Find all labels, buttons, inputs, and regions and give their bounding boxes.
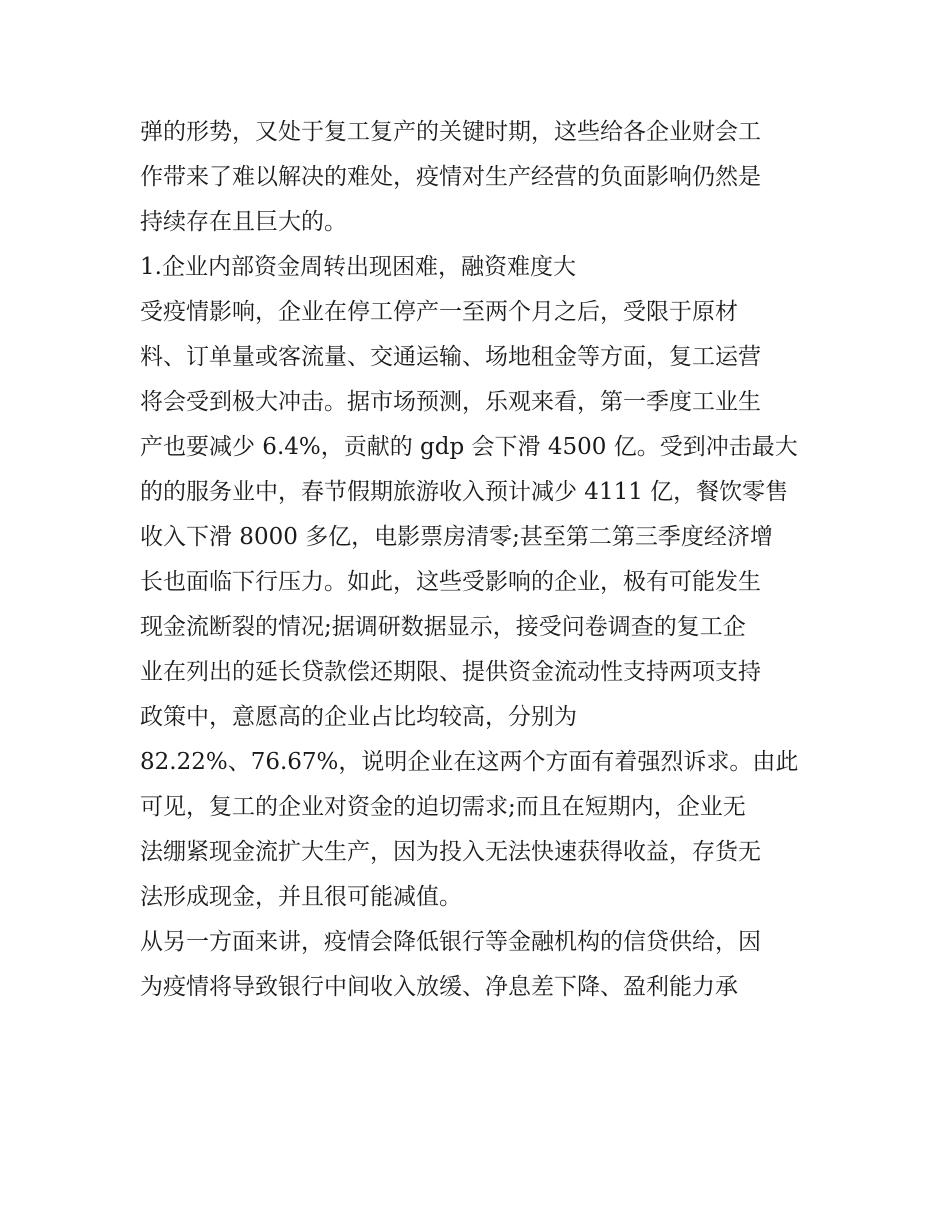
text-line: 法绷紧现金流扩大生产，因为投入无法快速获得收益，存货无 bbox=[140, 839, 761, 865]
text-line: 82.22%、76.67%，说明企业在这两个方面有着强烈诉求。由此 bbox=[140, 749, 799, 775]
text-line: 业在列出的延长贷款偿还期限、提供资金流动性支持两项支持 bbox=[140, 659, 761, 685]
text-line: 从另一方面来讲，疫情会降低银行等金融机构的信贷供给，因 bbox=[140, 929, 761, 955]
text-line: 收入下滑 8000 多亿，电影票房清零;甚至第二第三季度经济增 bbox=[140, 524, 773, 550]
document-body bbox=[140, 110, 820, 1010]
section-heading: 1.企业内部资金周转出现困难，融资难度大 bbox=[140, 254, 576, 280]
text-line: 法形成现金，并且很可能减值。 bbox=[140, 884, 462, 910]
text-line: 料、订单量或客流量、交通运输、场地租金等方面，复工运营 bbox=[140, 344, 761, 370]
text-line: 弹的形势，又处于复工复产的关键时期，这些给各企业财会工 bbox=[140, 119, 761, 145]
text-line: 可见，复工的企业对资金的迫切需求;而且在短期内，企业无 bbox=[140, 794, 746, 820]
text-line: 产也要减少 6.4%，贡献的 gdp 会下滑 4500 亿。受到冲击最大 bbox=[140, 434, 798, 460]
text-line: 受疫情影响，企业在停工停产一至两个月之后，受限于原材 bbox=[140, 299, 738, 325]
text-line: 将会受到极大冲击。据市场预测，乐观来看，第一季度工业生 bbox=[140, 389, 761, 415]
text-line: 作带来了难以解决的难处，疫情对生产经营的负面影响仍然是 bbox=[140, 164, 761, 190]
text-line: 长也面临下行压力。如此，这些受影响的企业，极有可能发生 bbox=[140, 569, 761, 595]
text-line: 为疫情将导致银行中间收入放缓、净息差下降、盈利能力承 bbox=[140, 974, 738, 1000]
text-line: 现金流断裂的情况;据调研数据显示，接受问卷调查的复工企 bbox=[140, 614, 746, 640]
text-line: 政策中，意愿高的企业占比均较高，分别为 bbox=[140, 704, 577, 730]
text-line: 持续存在且巨大的。 bbox=[140, 209, 347, 235]
text-line: 的的服务业中，春节假期旅游收入预计减少 4111 亿，餐饮零售 bbox=[140, 479, 789, 505]
